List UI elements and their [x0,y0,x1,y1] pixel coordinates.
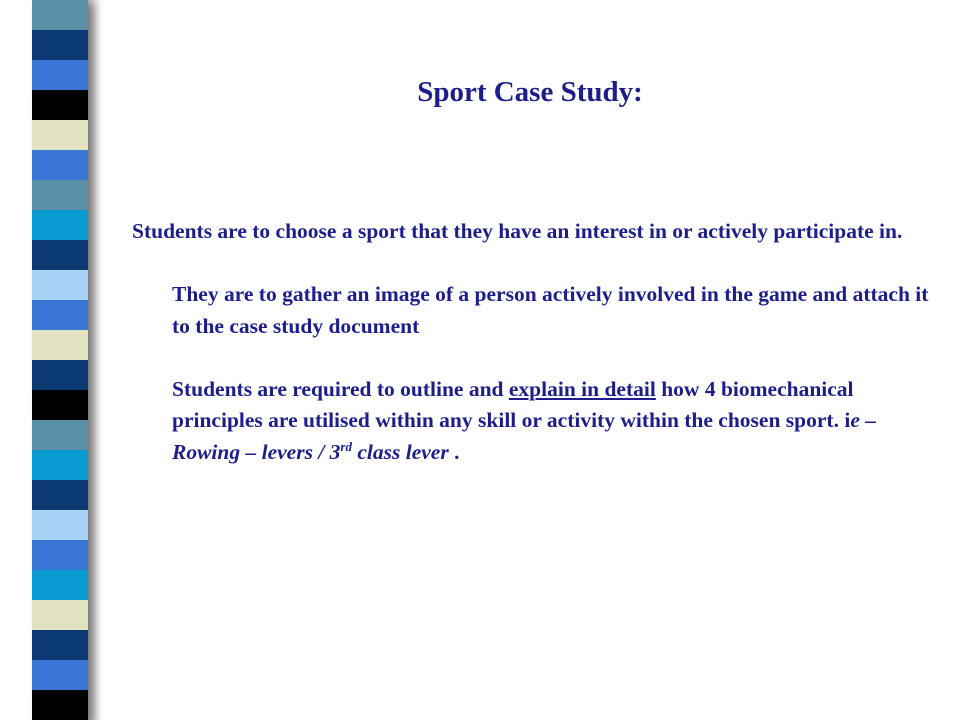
stripe-block [32,30,88,60]
stripe-block [32,420,88,450]
example-italic-a: e –Rowing – levers / 3 [172,408,876,464]
stripe-block [32,180,88,210]
stripe-block [32,450,88,480]
stripe-block [32,510,88,540]
slide-title: Sport Case Study: [417,76,643,108]
principles-text-a: Students are required to outline and [172,376,509,401]
stripe-block [32,660,88,690]
stripe-block [32,300,88,330]
underlined-phrase: explain in detail [508,376,656,401]
stripe-block [32,150,88,180]
stripe-block [32,0,88,30]
slide-body [132,216,932,500]
stripe-block [32,240,88,270]
principles-text-b: how 4 biomechanical principles are utilised within any skill or activity within the chosen sport. i [172,376,854,432]
stripe-block [32,600,88,630]
stripe-block [32,360,88,390]
stripe-block [32,540,88,570]
paragraph-gather-image: They are to gather an image of a person actively involved in the game and attach it to the case study document [172,282,929,338]
paragraph-principles [132,374,932,469]
stripe-block [32,570,88,600]
stripe-block [32,210,88,240]
stripe-block [32,120,88,150]
paragraph-choose-sport: Students are to choose a sport that they have an interest in or actively participate in. [132,219,903,243]
stripe-block [32,270,88,300]
stripe-block [32,690,88,720]
example-italic-b: class lever [351,439,449,464]
stripe-block [32,390,88,420]
stripe-block [32,480,88,510]
stripe-block [32,630,88,660]
principles-text-end: . [448,439,460,464]
ordinal-suffix: rd [340,438,352,454]
stripe-block [32,330,88,360]
